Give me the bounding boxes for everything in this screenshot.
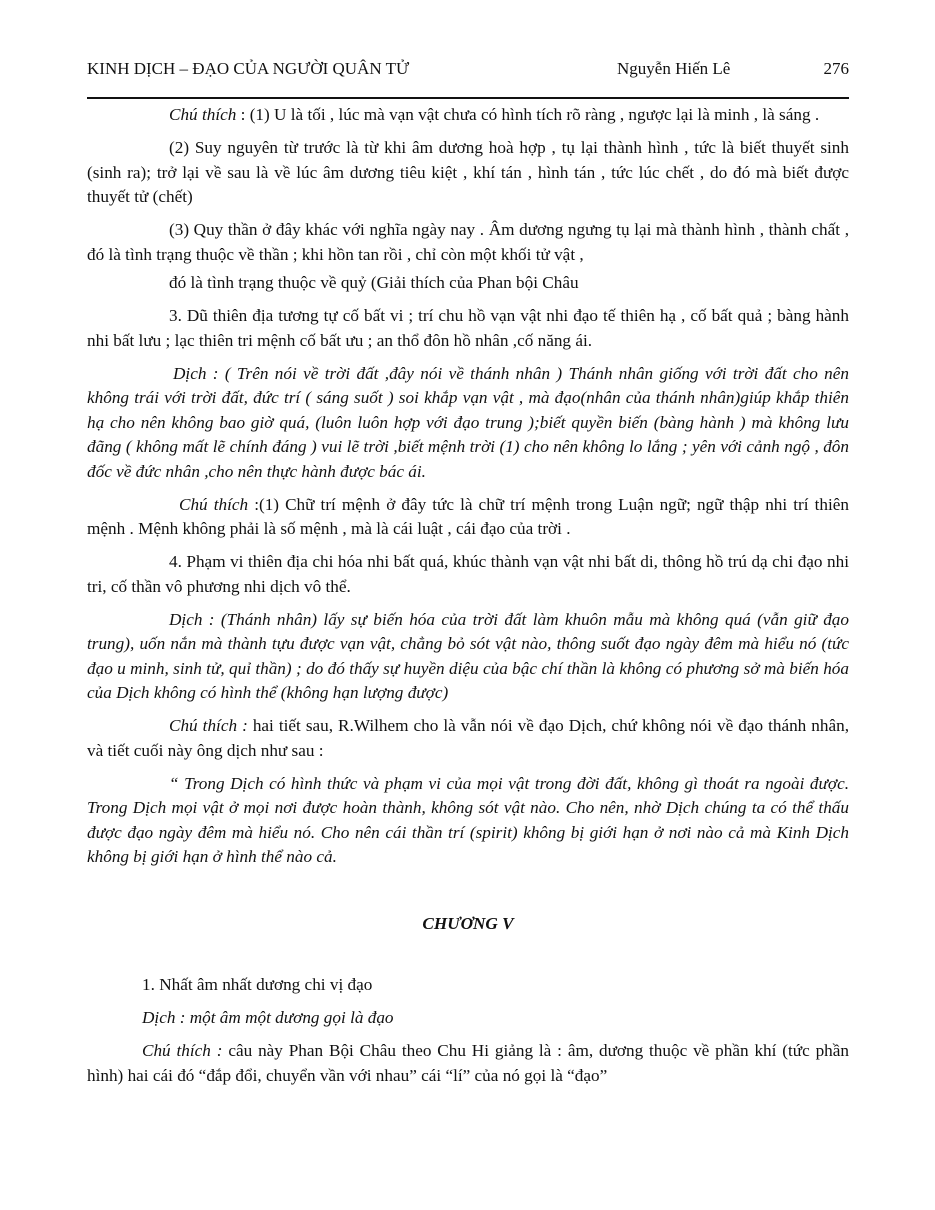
body-text xyxy=(87,103,849,1097)
note-label: Chú thích : xyxy=(142,1041,223,1060)
note-label: Chú thích : xyxy=(169,716,248,735)
chapter-heading: CHƯƠNG V xyxy=(422,913,514,933)
note-text: : (1) U là tối , lúc mà vạn vật chưa có hình tích rõ ràng , ngược lại là minh , là sáng . xyxy=(236,105,820,124)
note-paragraph-3: (3) Quy thần ở đây khác với nghĩa ngày nay . Âm dương ngưng tụ lại mà thành hình , thành chất , đó là tình trạng thuộc về thần ; khi hồn tan rồi , chỉ còn một khối tử vật , xyxy=(87,220,849,264)
running-header xyxy=(87,57,849,81)
translation-1: Dịch : một âm một dương gọi là đạo xyxy=(142,1008,394,1027)
note-paragraph-4 xyxy=(87,493,849,542)
note-text: :(1) Chữ trí mệnh ở đây tức là chữ trí mệnh trong Luận ngữ; ngữ thập nhi trí thiên mệnh . Mệnh không phải là số mệnh , mà là cái luật , cái đạo của trời . xyxy=(87,494,849,538)
page-number: 276 xyxy=(823,59,849,78)
note-label: Chú thích xyxy=(169,105,237,124)
note-paragraph-1 xyxy=(87,103,849,128)
verse-4: 4. Phạm vi thiên địa chi hóa nhi bất quá, khúc thành vạn vật nhi bất di, thông hồ trú dạ chi đạo nhi tri, cố thần vô phương nhi dịch vô thể. xyxy=(87,552,849,596)
note-paragraph-2: (2) Suy nguyên từ trước là từ khi âm dương hoà hợp , tụ lại thành hình , tức là biết thuyết sinh (sinh ra); trở lại về sau là về lúc âm dương tiêu kiệt , khí tán , hình tán , tức lúc chết , do đó mà biết được thuyết tử (chết) xyxy=(87,138,849,206)
author-name: Nguyễn Hiến Lê xyxy=(617,59,731,78)
note-paragraph-3-cont: đó là tình trạng thuộc về quỷ (Giải thích của Phan bội Châu xyxy=(169,273,579,292)
book-title: KINH DỊCH – ĐẠO CỦA NGƯỜI QUÂN TỬ xyxy=(87,59,410,78)
note-text: hai tiết sau, R.Wilhem cho là vẫn nói về đạo Dịch, chứ không nói về đạo thánh nhân, và tiết cuối này ông dịch như sau : xyxy=(87,716,849,760)
verse-1: 1. Nhất âm nhất dương chi vị đạo xyxy=(142,975,373,994)
note-paragraph-5 xyxy=(87,714,849,763)
note-label: Chú thích xyxy=(179,494,249,514)
translation-3: Dịch : ( Trên nói về trời đất ,đây nói về thánh nhân ) Thánh nhân giống với trời đất cho nên không trái với trời đất, đức trí ( sáng suốt ) soi khắp vạn vật , mà đạo(nhân của thánh nhân)giúp khắp thiên hạ cho nên không bao giờ quá, (luôn luôn hợp với đạo trung );biết quyền biến (bàng hành ) mà không lưu đãng ( không mất lẽ chính đáng ) vui lẽ trời ,biết mệnh trời (1) cho nên không lo lắng ; yên với cảnh ngộ , đôn đốc về đức nhân ,cho nên thực hành được bác ái. xyxy=(87,363,849,481)
note-paragraph-6 xyxy=(87,1039,849,1088)
translation-4: Dịch : (Thánh nhân) lấy sự biến hóa của trời đất làm khuôn mẫu mà không quá (vẫn giữ đạo trung), uốn nắn mà thành tựu được vạn vật, chẳng bỏ sót vật nào, thông suốt đạo ngày đêm mà hiểu nó (tức đạo u minh, sinh tử, quỉ thần) ; do đó thấy sự huyền diệu của bậc chí thần là không có phương sở mà biến hóa của Dịch không có hình thể (không hạn lượng được) xyxy=(87,609,849,702)
header-rule xyxy=(87,97,849,99)
wilhelm-quote: “ Trong Dịch có hình thức và phạm vi của mọi vật trong đời đất, không gì thoát ra ngoài được. Trong Dịch mọi vật ở mọi nơi được hoàn thành, không sót vật nào. Cho nên, nhờ Dịch chúng ta có thể thấu được đạo ngày đêm mà hiểu nó. Cho nên cái thần trí (spirit) không bị giới hạn ở nơi nào cả mà Kinh Dịch không bị giới hạn ở hình thể nào cả. xyxy=(87,773,849,866)
verse-3: 3. Dũ thiên địa tương tự cố bất vi ; trí chu hồ vạn vật nhi đạo tế thiên hạ , cố bất quả ; bàng hành nhi bất lưu ; lạc thiên tri mệnh cố bất ưu ; an thổ đôn hồ nhân ,cố năng ái. xyxy=(87,306,849,350)
note-text: câu này Phan Bội Châu theo Chu Hi giảng là : âm, dương thuộc về phần khí (tức phần hình) hai cái đó “đắp đổi, chuyển vần với nhau” cái “lí” của nó gọi là “đạo” xyxy=(87,1041,849,1085)
